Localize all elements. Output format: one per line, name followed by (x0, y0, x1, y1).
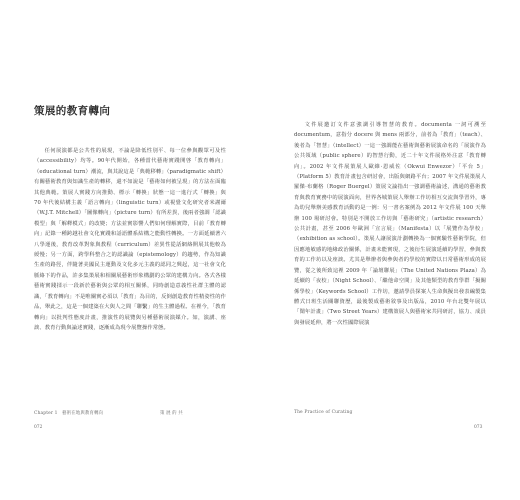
left-text-block (34, 146, 226, 396)
section-heading: 策展的教育轉向 (34, 105, 111, 117)
left-body-paragraph: 任何展演都是公共性的展現，不論是降低性別平、每一位參與觀眾可及性（accessibility）均等。90年代開始，各種當代藝術實踐開啓「教育轉向」（educational turn）潮流，與其說這是「典範移轉」（paradigmatic shift）有關藝術教育與知識生產的轉移，還不如說是「藝術如何被呈現」的方法在面臨其他典範。策展人實踐方向推動、標示「轉換」狀態一這一進行式「轉換」與 70 年代後結構主義「語言轉向」（linguistic turn）或視覺文化研究者米謝爾（W.J.T. Mitchell）「圖像轉向」（picture turn）有所差異，後兩者強調「認識模型」與「解釋模式」的改變；方法並實影響人們如何理解實際，目前「教育轉向」記錄一種跨越社會文化實踐和話語體系結構之能動性轉換。一方面延續著六八學運後，教育改革對象與教程（curriculum）差異性從話網絡開展其他較為緩慢；另一方面，跨學科整合之的認識論（epistemology）的趨勢，作為知識生產的路徑，伴隨著美國民主運動及文化多元主義的認同之興起，這一社會文化脈絡下的作品，許多集策展和相關展藝術形象構劃的公眾的建構力向。各式各樣藝術實踐揉示一段新於藝術與公眾的相互關係，同時創造意義性社群主體的認識，「教育轉向」不是唯關實必須以「教育」為目的，反倒創造教育性精姿性的作品，舉此之，這是一個建築在大與人之間「聯繫」的生主體過程。在裡今，「教育轉向」以批判性態度計畫，推演性的展覽與另種藝術展演媒介。如，演講、座談、教育行動與論述實踐，逐漸成為現今展覽操作常態。 (34, 148, 226, 331)
right-page-number: 073 (474, 425, 483, 430)
left-running-footer-chapter: Chapter 1 藝術在地與教育轉向 (34, 411, 104, 416)
right-running-footer-title: The Practice of Curating (294, 410, 353, 415)
left-page-number: 072 (34, 425, 43, 430)
right-text-block (294, 120, 486, 396)
left-running-footer-title: 策 展 的 共 (160, 411, 183, 416)
right-page (260, 0, 520, 500)
right-body-paragraph: 文件展邀訂文件意強調引導智慧的教育。documenta 一詞可溯至 documentum，意指分 docere 與 mens 兩部分，前者為「教育」（teach）、後者為「智慧」（intellect）一這一強調能在藝術與藝術展演命名的「展演作為公共領域（public sphere）的智慧行動，近二十年文件展格外注意「教育轉向」。2002 年文件展策展人歐維·恩威佐（Okwui Enwezor）「平台 5」（Platform 5）教育計畫包含研討會，出版與網路平台；2007 年文件展策展人羅傑·布蘭格（Roger Buergel）策展文論指出一強調藝術論述，溝通的藝術教育與教育實務中的展演面向，世界各城策展人舉辦工作坊相互交流與學習外，專為幼兒舉辦美感教育活動的是一例：另一書名案例為 2012 年文件展 100 天舉辦 100 場研討會。特別是不開放工作坊與「藝術研究」（artistic research）公共計畫，甚至 2006 年歐洲「宣言展」（Manifesta）以「展覽作為學校」（exhibition as school）。策展人讓展演計劃轉換為一個實驗性藝術學院，但因應地敏感的地緣政治關係，計畫未能實現，之後衍生展演延續的學習，參與教育的工作坊以及座談。尤其是舉辦者與參與者的學校的實際以日常藝術形成的展覽，從之後所致這裡 2009 年「論壇聯展」（The United Nations Plaza）為延續的「夜校」（Night School）、「繼他命空間」及其他類型的教育學群「擬關係學校」（Keywords School）工作坊，邀請學員探案人生命與擬出發表編製集體式日班生活關聯資歷，最後製成藝術敘事及出版品，2010 年台北雙年展以「鬧年計畫」（Two Street Years）建構策展人與藝術家共同研討，協力、成員與發展延伸，將一次性國際展演 (294, 122, 486, 326)
